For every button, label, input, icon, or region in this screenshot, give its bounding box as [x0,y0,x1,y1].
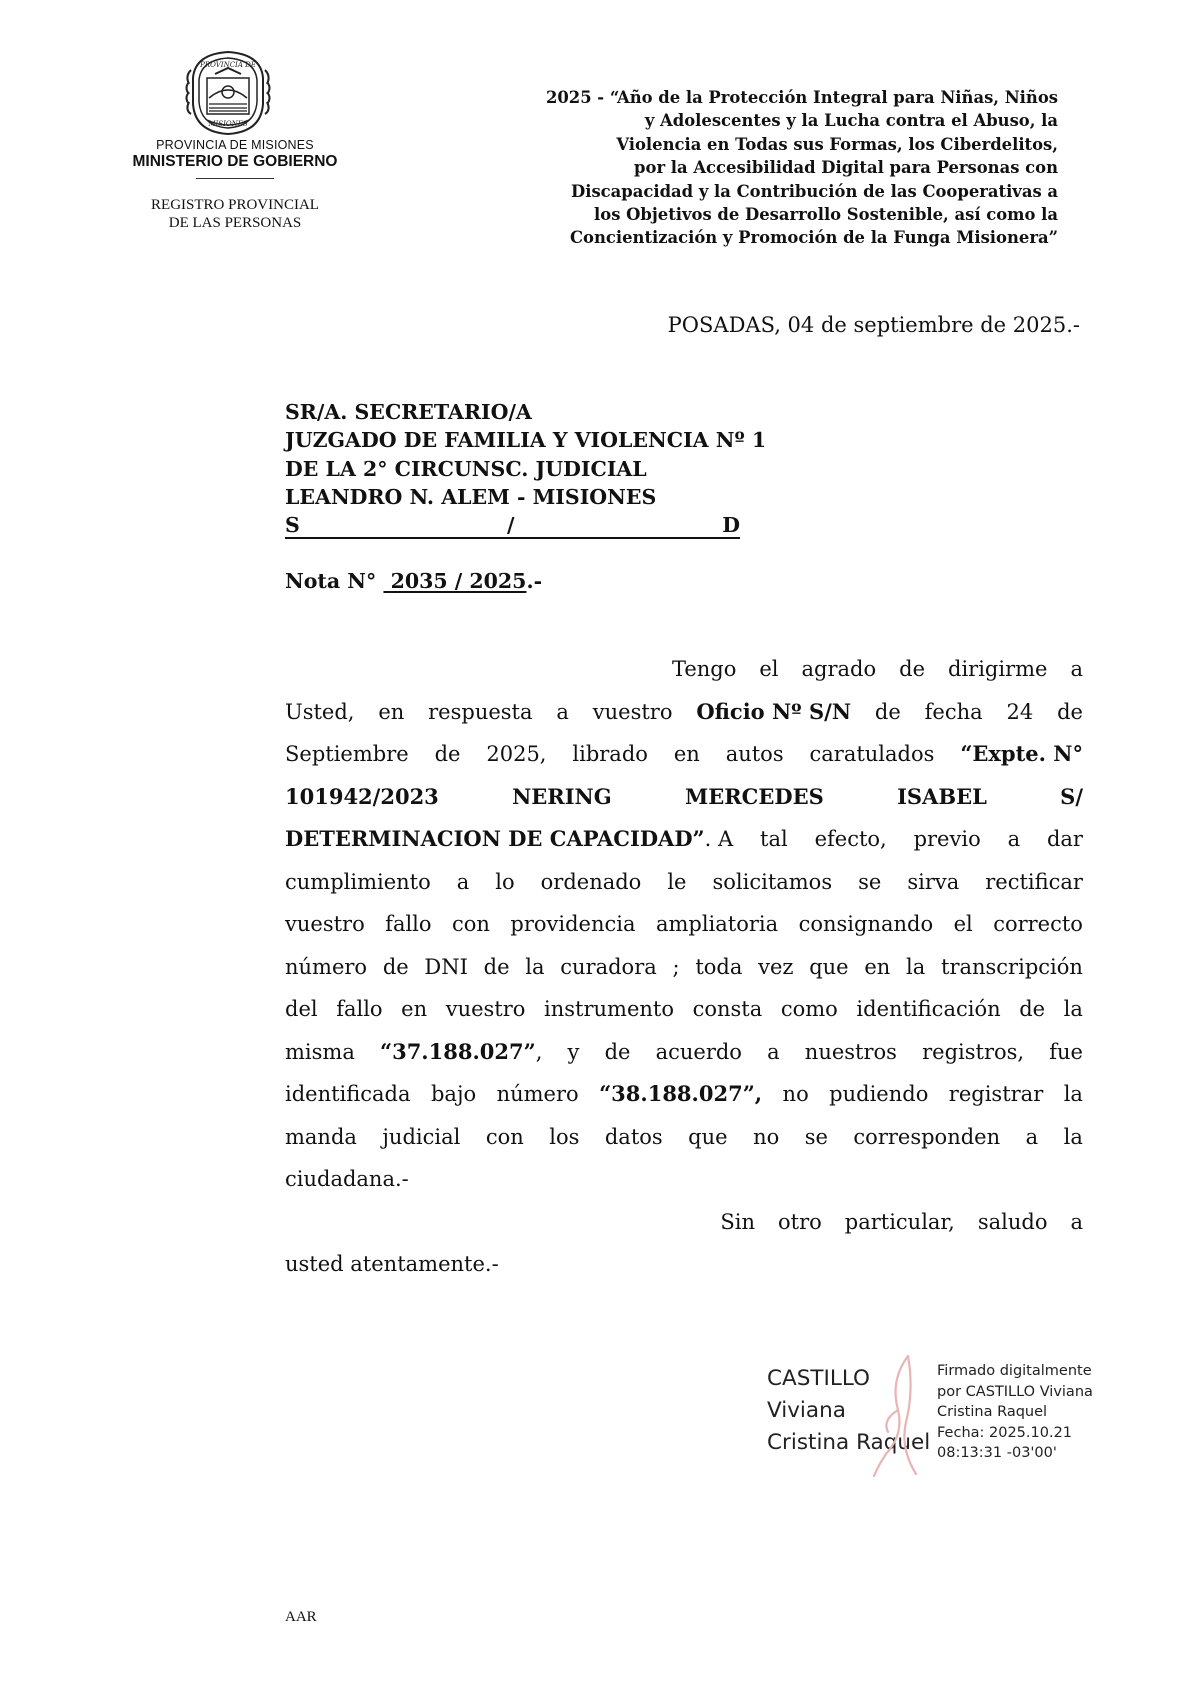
body-line-9 [285,988,1083,1031]
seal-text-bottom: MISIONES [208,120,248,128]
word: ciudadana.- [285,1167,409,1191]
word: nuestros [804,1039,897,1064]
word: providencia [510,912,636,936]
word: dirigirme [948,657,1048,681]
addressee-line: JUZGADO DE FAMILIA Y VIOLENCIA Nº 1 [285,428,767,453]
word: fue [1049,1039,1083,1064]
closing-line-2 [285,1243,1083,1286]
sd-line [285,511,740,539]
sd-s: S [285,513,300,538]
provincial-seal-logo [185,48,271,138]
signature-detail-line: Fecha: 2025.10.21 [937,1424,1073,1441]
word: solicitamos [712,869,833,894]
word: transcripción [941,954,1083,979]
word: autos [725,742,784,766]
motto-line: por la Accesibilidad Digital para Personas con [634,158,1058,178]
word: en [673,742,700,766]
signature-detail-line: Firmado digitalmente [937,1363,1092,1379]
word: vez [758,954,794,979]
word: Septiembre [285,742,409,766]
word: misma [285,1039,355,1064]
word: a [456,869,470,894]
word: los [549,1124,580,1149]
word: fecha [924,699,983,724]
word: que [809,954,849,979]
word: número [285,954,368,979]
word: curadora [560,954,657,979]
word: la [525,954,545,979]
word: la [1063,1124,1083,1149]
year-motto [440,86,1058,250]
word: Tengo [671,657,737,681]
case-reference-end: DETERMINACION DE CAPACIDAD” [285,826,705,851]
word: caratulados [809,742,935,766]
word: respuesta [428,699,533,724]
word: previo [913,827,981,851]
word: 2025, [486,742,547,766]
word: agrado [801,657,877,681]
word: ISABEL [897,783,987,809]
incorrect-dni: “37.188.027” [380,1038,536,1064]
motto-line: Concientización y Promoción de la Funga Misionera” [570,228,1058,248]
word: 24 [1006,699,1034,724]
note-label: Nota N° [285,569,377,593]
motto-line: 2025 - “Año de la Protección Integral para Niñas, Niños [545,88,1058,107]
word: S/ [1060,783,1083,809]
word: en [378,699,405,724]
word: se [858,869,882,894]
motto-line: los Objetivos de Desarrollo Sostenible, así como la [594,205,1058,225]
word: vuestro [445,997,526,1021]
word: identificación [856,997,1001,1021]
word: ampliatoria [655,912,779,936]
ministry-name: MINISTERIO DE GOBIERNO [132,153,338,170]
word: corresponden [853,1124,1001,1149]
seal-text-top: PROVINCIA DE [200,61,256,69]
sd-d: D [722,513,740,538]
word: se [804,1124,828,1149]
word: fallo [336,997,383,1021]
motto-line: Discapacidad y la Contribución de las Cooperativas a [571,181,1058,201]
word: pudiendo [829,1082,929,1106]
word: saludo [977,1209,1048,1234]
body-line-1 [285,648,1083,691]
word: de [483,954,510,979]
word: a [1070,1209,1083,1234]
word: registrar [948,1082,1044,1106]
signature-detail-line: por CASTILLO Viviana [937,1383,1093,1400]
word: consta [692,997,763,1021]
province-name: PROVINCIA DE MISIONES [156,138,314,152]
word: fallo [385,912,432,936]
word: a [767,1039,780,1064]
word: toda [695,954,743,979]
oficio-reference: Oficio Nº S/N [696,698,852,724]
body-line-5 [285,818,1083,861]
signature-detail-line: Cristina Raquel [937,1404,1048,1420]
signer-name-line: Viviana [767,1398,846,1423]
word: Sin [720,1209,755,1234]
word: número [496,1082,579,1106]
word: la [906,954,926,979]
note-number-value: 2035 / 2025 [390,569,527,593]
note-number [285,569,542,593]
word: otro [777,1209,822,1234]
word: lo [495,869,515,894]
addressee-line: SR/A. SECRETARIO/A [285,400,532,424]
word: judicial [382,1124,461,1149]
word: no [753,1124,780,1149]
word: de [1057,699,1083,724]
word: instrumento [544,997,674,1021]
word: le [667,869,687,894]
word: datos [604,1124,663,1149]
word: sirva [907,869,960,894]
word: cumplimiento [285,869,431,894]
word: vuestro [592,699,673,724]
word: y [567,1039,580,1064]
body-line-4 [285,776,1083,819]
word: ordenado [540,869,642,894]
addressee-block [285,398,845,539]
word: a [556,699,569,724]
word: como [780,997,838,1021]
word: no [782,1082,809,1106]
body-line-2 [285,691,1083,734]
note-suffix: .- [526,569,543,593]
word: Usted, [285,699,355,724]
word: dar [1046,827,1083,851]
body-line-10 [285,1031,1083,1074]
word: registros, [922,1039,1025,1064]
word: de [899,657,926,681]
word: NERING [512,783,612,809]
signature-detail-line: 08:13:31 -03'00' [937,1445,1057,1461]
word: la [1063,997,1083,1021]
correct-dni: “38.188.027”, [599,1081,763,1106]
author-initials: AAR [285,1609,317,1625]
word: a [1025,1124,1039,1149]
word: acuerdo [655,1039,742,1064]
body-line-6 [285,861,1083,904]
word: del [285,997,318,1021]
word: la [1063,1082,1083,1106]
signer-name-line: CASTILLO [767,1366,870,1391]
word: consignando [798,912,934,936]
word: en [401,997,428,1021]
word: el [953,912,973,936]
word: . A [704,827,734,851]
word: vuestro [285,912,365,936]
word: , [535,1039,543,1064]
word: efecto, [814,827,887,851]
motto-line: Violencia en Todas sus Formas, los Ciberdelitos, [616,134,1058,154]
word: de [1019,997,1046,1021]
body-line-3 [285,733,1083,776]
body-line-12 [285,1116,1083,1159]
word: bajo [430,1082,477,1106]
body-line-8 [285,946,1083,989]
digital-signature-details [937,1361,1093,1464]
word: tal [760,827,788,851]
word: DNI [424,954,468,979]
addressee-line: DE LA 2° CIRCUNSC. JUDICIAL [285,456,647,481]
word: rectificar [985,869,1083,894]
word: con [485,1124,524,1149]
word: particular, [844,1209,955,1234]
closing-line-1 [285,1201,1083,1244]
motto-line: y Adolescentes y la Lucha contra el Abuso, la [644,111,1058,131]
registry-name-line2: DE LAS PERSONAS [168,215,302,231]
body-line-7 [285,903,1083,946]
addressee-line: LEANDRO N. ALEM - MISIONES [285,484,657,509]
word: librado [572,742,648,766]
word: de [382,954,409,979]
ministry-divider [196,178,274,179]
word: MERCEDES [684,783,824,809]
body-line-13 [285,1158,1083,1201]
word: de [874,699,901,724]
body-line-11 [285,1073,1083,1116]
word: de [434,742,461,766]
digital-signature-mark-icon [868,1350,928,1480]
signer-name-line: Cristina Raquel [767,1430,931,1455]
word: el [759,657,779,681]
word: a [1007,827,1021,851]
word: usted atentamente.- [285,1252,499,1276]
word: correcto [993,912,1083,936]
sd-slash: / [507,513,515,538]
word: manda [285,1124,357,1149]
case-reference-start: “Expte. N° [960,741,1083,766]
word: identificada [285,1082,411,1106]
word: con [452,912,490,936]
word: que [688,1124,728,1149]
word: ; [672,954,680,979]
word: en [864,954,891,979]
registry-name-line1: REGISTRO PROVINCIAL [151,197,319,213]
case-number: 101942/2023 [285,783,439,809]
place-and-date: POSADAS, 04 de septiembre de 2025.- [667,313,1080,337]
word: a [1070,657,1083,681]
letter-body [285,648,1083,1286]
word: de [604,1039,631,1064]
